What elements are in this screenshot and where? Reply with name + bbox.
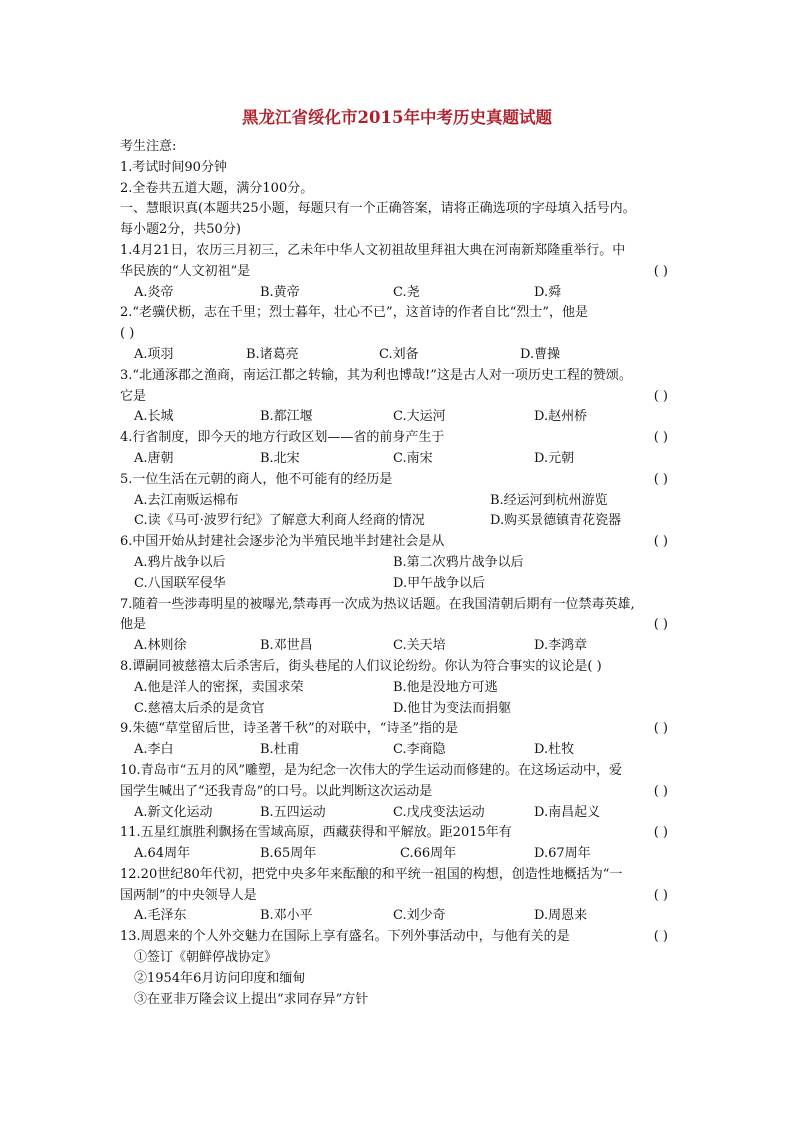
option: B.邓小平: [260, 908, 313, 924]
option: B.65周年: [260, 846, 317, 862]
notice-item: 1.考试时间90分钟: [120, 159, 227, 175]
question-text: 8.谭嗣同被慈禧太后杀害后，街头巷尾的人们议论纷纷。你认为符合事实的议论是( ): [120, 658, 602, 674]
question-text-part: 6.中国开始从封建社会逐步沦为半殖民地半封建社会是从: [120, 534, 445, 550]
option: C.读《马可·波罗行纪》了解意大利商人经商的情况: [134, 513, 425, 529]
option: B.经运河到杭州游览: [490, 492, 608, 508]
answer-blank: ( ): [653, 721, 668, 737]
options-row: [120, 511, 680, 532]
answer-blank: ( ): [653, 471, 668, 487]
option: A.唐朝: [134, 450, 174, 466]
answer-blank: ( ): [653, 929, 668, 945]
option: B.他是没地方可逃: [393, 679, 498, 695]
page-title: 黑龙江省绥化市2015年中考历史真题试题: [242, 108, 552, 127]
option: A.毛泽东: [134, 908, 187, 924]
options-row: [120, 740, 680, 761]
options-row: [120, 906, 680, 927]
option: A.长城: [134, 409, 174, 425]
question: [120, 719, 680, 761]
option: B.诸葛亮: [246, 346, 299, 362]
question-text: [120, 886, 680, 907]
option: A.他是洋人的密探，卖国求荣: [134, 679, 304, 695]
notice-item: 2.全卷共五道大题，满分100分。: [120, 180, 314, 196]
option: D.杜牧: [534, 742, 575, 758]
question-text: 12.20世纪80年代初，把党中央多年来酝酿的和平统一祖国的构想，创造性地概括为“一: [120, 866, 623, 882]
question-text-part: 他是: [120, 617, 147, 633]
option: C.66周年: [400, 846, 457, 862]
options-row: [120, 407, 680, 428]
option: C.南宋: [393, 450, 433, 466]
option: D.购买景德镇青花瓷器: [490, 513, 622, 529]
question-text-part: 国两制”的中央领导人是: [120, 887, 257, 903]
options-row: [120, 844, 680, 865]
answer-blank: ( ): [653, 825, 668, 841]
question-text: 7.随着一些涉毒明星的被曝光,禁毒再一次成为热议话题。在我国清朝后期有一位禁毒英雄,: [120, 596, 635, 612]
exam-content: [120, 137, 680, 1010]
question-text: [120, 615, 680, 636]
option: D.赵州桥: [534, 409, 588, 425]
notice-heading: 考生注意:: [120, 139, 177, 154]
question-text-part: 9.朱德“草堂留后世，诗圣著千秋”的对联中，“诗圣”指的是: [120, 721, 458, 737]
option: A.炎帝: [134, 284, 174, 300]
list-item: ②1954年6月访问印度和缅甸: [134, 970, 306, 986]
question-text: [120, 782, 680, 803]
options-row: [120, 449, 680, 470]
question-text: 1.4月21日，农历三月初三，乙未年中华人文初祖故里拜祖大典在河南新郑隆重举行。中: [120, 242, 626, 258]
option: A.鸦片战争以后: [134, 554, 226, 570]
question-text: [120, 470, 680, 491]
section-heading: 一、慧眼识真(本题共25小题，每题只有一个正确答案，请将正确选项的字母填入括号内。: [120, 201, 636, 217]
question: [120, 428, 680, 470]
option: B.杜甫: [260, 742, 300, 758]
question-text: [120, 428, 680, 449]
list-item: ③在亚非万隆会议上提出“求同存异”方针: [134, 991, 369, 1007]
question: [120, 532, 680, 594]
options-row: [120, 803, 680, 824]
option: B.五四运动: [260, 804, 326, 820]
list-item: ①签订《朝鲜停战协定》: [134, 950, 278, 966]
options-row: [120, 678, 680, 699]
question-text: 2.“老骥伏枥，志在千里；烈士暮年，壮心不已”，这首诗的作者自比“烈士”，他是: [120, 305, 588, 321]
answer-blank: ( ): [653, 887, 668, 903]
options-row: [120, 699, 680, 720]
question-text-part: 国学生喊出了“还我青岛”的口号。以此判断这次运动是: [120, 783, 433, 799]
option: B.都江堰: [260, 409, 313, 425]
answer-blank: ( ): [653, 388, 668, 404]
option: B.北宋: [260, 450, 300, 466]
option: D.周恩来: [534, 908, 588, 924]
option: D.67周年: [534, 846, 591, 862]
option: A.林则徐: [134, 638, 187, 654]
question-text: [120, 387, 680, 408]
question-text: [120, 719, 680, 740]
answer-blank: ( ): [653, 263, 668, 279]
answer-blank: ( ): [653, 534, 668, 550]
section-heading: 每小题2分，共50分): [120, 222, 241, 238]
option: D.舜: [534, 284, 562, 300]
option: D.甲午战争以后: [393, 575, 486, 591]
option: D.李鸿章: [534, 638, 588, 654]
options-row: [120, 345, 680, 366]
question: [120, 761, 680, 823]
option: D.元朝: [534, 450, 575, 466]
question-text: [120, 927, 680, 948]
question-text: [120, 532, 680, 553]
question-text-part: 它是: [120, 388, 147, 404]
options-row: [120, 491, 680, 512]
option: D.他甘为变法而捐躯: [393, 700, 512, 716]
question: [120, 241, 680, 303]
option: D.南昌起义: [534, 804, 601, 820]
question: [120, 865, 680, 927]
option: A.去江南贩运棉布: [134, 492, 239, 508]
option: B.第二次鸦片战争以后: [393, 554, 524, 570]
options-row: [120, 283, 680, 304]
question-text-part: 4.行省制度，即今天的地方行政区划——省的前身产生于: [120, 430, 445, 446]
option: C.尧: [393, 284, 420, 300]
option: B.邓世昌: [260, 638, 313, 654]
question-text: 10.青岛市“五月的风”雕塑，是为纪念一次伟大的学生运动而修建的。在这场运动中，爱: [120, 762, 622, 778]
question: [120, 595, 680, 657]
question: [120, 303, 680, 365]
options-row: [120, 553, 680, 574]
answer-blank: ( ): [653, 430, 668, 446]
question-text-part: 华民族的“人文初祖”是: [120, 263, 251, 279]
option: C.刘少奇: [393, 908, 446, 924]
question-text: [120, 262, 680, 283]
option: C.大运河: [393, 409, 446, 425]
answer-blank: ( ): [653, 617, 668, 633]
option: C.关天培: [393, 638, 446, 654]
question-text: [120, 823, 680, 844]
question-text-part: 13.周恩来的个人外交魅力在国际上享有盛名。下列外事活动中，与他有关的是: [120, 929, 570, 945]
question: [120, 927, 680, 1010]
option: C.戊戌变法运动: [393, 804, 485, 820]
question: [120, 823, 680, 865]
option: C.李商隐: [393, 742, 446, 758]
option: C.八国联军侵华: [134, 575, 226, 591]
option: A.新文化运动: [134, 804, 213, 820]
question-text: 3.“北通涿郡之渔商，南运江都之转输，其为利也博哉!”这是古人对一项历史工程的赞颂。: [120, 367, 632, 383]
options-row: [120, 574, 680, 595]
option: D.曹操: [520, 346, 561, 362]
options-row: [120, 636, 680, 657]
option: C.刘备: [379, 346, 419, 362]
question-text-part: 11.五星红旗胜利飘扬在雪域高原，西藏获得和平解放。距2015年有: [120, 825, 512, 841]
question: [120, 366, 680, 428]
option: A.64周年: [134, 846, 191, 862]
question-text: ( ): [120, 326, 135, 342]
question: [120, 470, 680, 532]
option: B.黄帝: [260, 284, 300, 300]
option: A.李白: [134, 742, 174, 758]
answer-blank: ( ): [653, 783, 668, 799]
option: A.项羽: [134, 346, 174, 362]
option: C.慈禧太后杀的是贪官: [134, 700, 265, 716]
question-text-part: 5.一位生活在元朝的商人，他不可能有的经历是: [120, 471, 393, 487]
question: [120, 657, 680, 719]
